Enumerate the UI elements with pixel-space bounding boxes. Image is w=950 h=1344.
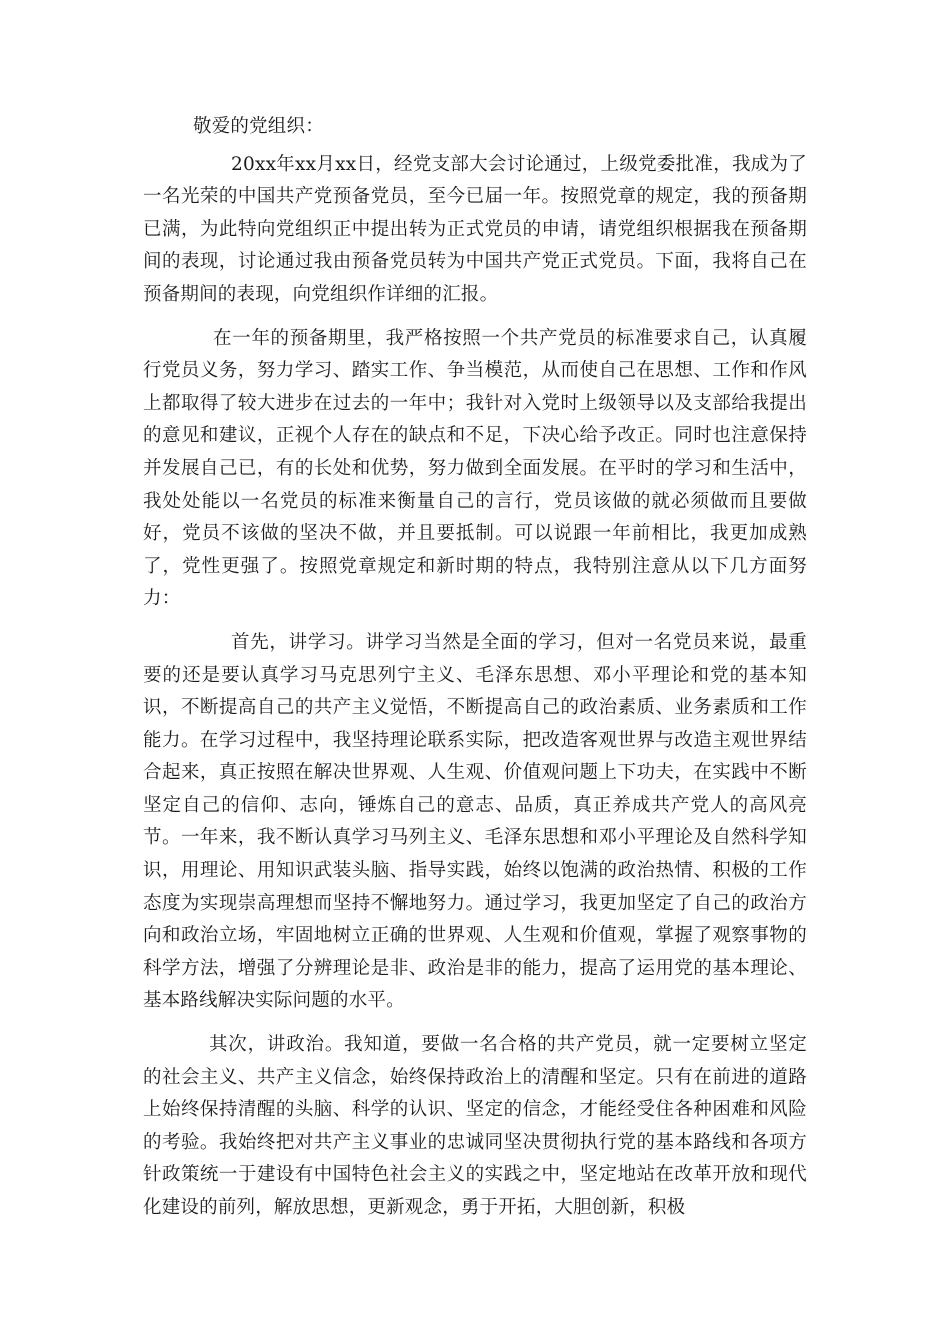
paragraph-study: 首先，讲学习。讲学习当然是全面的学习，但对一名党员来说，最重要的还是要认真学习马克思列宁主义、毛泽东思想、邓小平理论和党的基本知识，不断提高自己的共产主义觉悟，不断提高自己的政治素质、业务素质和工作能力。在学习过程中，我坚持理论联系实际，把改造客观世界与改造主观世界结合起来，真正按照在解决世界观、人生观、价值观问题上下功夫，在实践中不断坚定自己的信仰、志向，锤炼自己的意志、品质，真正养成共产党人的高风亮节。一年来，我不断认真学习马列主义、毛泽东思想和邓小平理论及自然科学知识，用理论、用知识武装头脑、指导实践，始终以饱满的政治热情、积极的工作态度为实现崇高理想而坚持不懈地努力。通过学习，我更加坚定了自己的政治方向和政治立场，牢固地树立正确的世界观、人生观和价值观，掌握了观察事物的科学方法，增强了分辨理论是非、政治是非的能力，提高了运用党的基本理论、基本路线解决实际问题的水平。: [143, 631, 807, 1012]
salutation: 敬爱的党组织：: [193, 116, 324, 137]
paragraph-application: 20xx年xx月xx日，经党支部大会讨论通过，上级党委批准，我成为了一名光荣的中国共产党预备党员，至今已届一年。按照党章的规定，我的预备期已满，为此特向党组织正中提出转为正式党员的申请，请党组织根据我在预备期间的表现，讨论通过我由预备党员转为中国共产党正式党员。下面，我将自己在预备期间的表现，向党组织作详细的汇报。: [143, 153, 807, 305]
paragraph-probation-summary: 在一年的预备期里，我严格按照一个共产党员的标准要求自己，认真履行党员义务，努力学习、踏实工作、争当模范，从而使自己在思想、工作和作风上都取得了较大进步在过去的一年中；我针对入党时上级领导以及支部给我提出的意见和建议，正视个人存在的缺点和不足，下决心给予改正。同时也注意保持并发展自己已，有的长处和优势，努力做到全面发展。在平时的学习和生活中，我处处能以一名党员的标准来衡量自己的言行，党员该做的就必须做而且要做好，党员不该做的坚决不做，并且要抵制。可以说跟一年前相比，我更加成熟了，党性更强了。按照党章规定和新时期的特点，我特别注意从以下几方面努力：: [143, 327, 807, 610]
document-body: [143, 111, 807, 1236]
paragraph-politics: 其次，讲政治。我知道，要做一名合格的共产党员，就一定要树立坚定的社会主义、共产主义信念，始终保持政治上的清醒和坚定。只有在前进的道路上始终保持清醒的头脑、科学的认识、坚定的信念，才能经受住各种困难和风险的考验。我始终把对共产主义事业的忠诚同坚决贯彻执行党的基本路线和各项方针政策统一于建设有中国特色社会主义的实践之中，坚定地站在改革开放和现代化建设的前列，解放思想，更新观念，勇于开拓，大胆创新，积极: [143, 1034, 807, 1218]
